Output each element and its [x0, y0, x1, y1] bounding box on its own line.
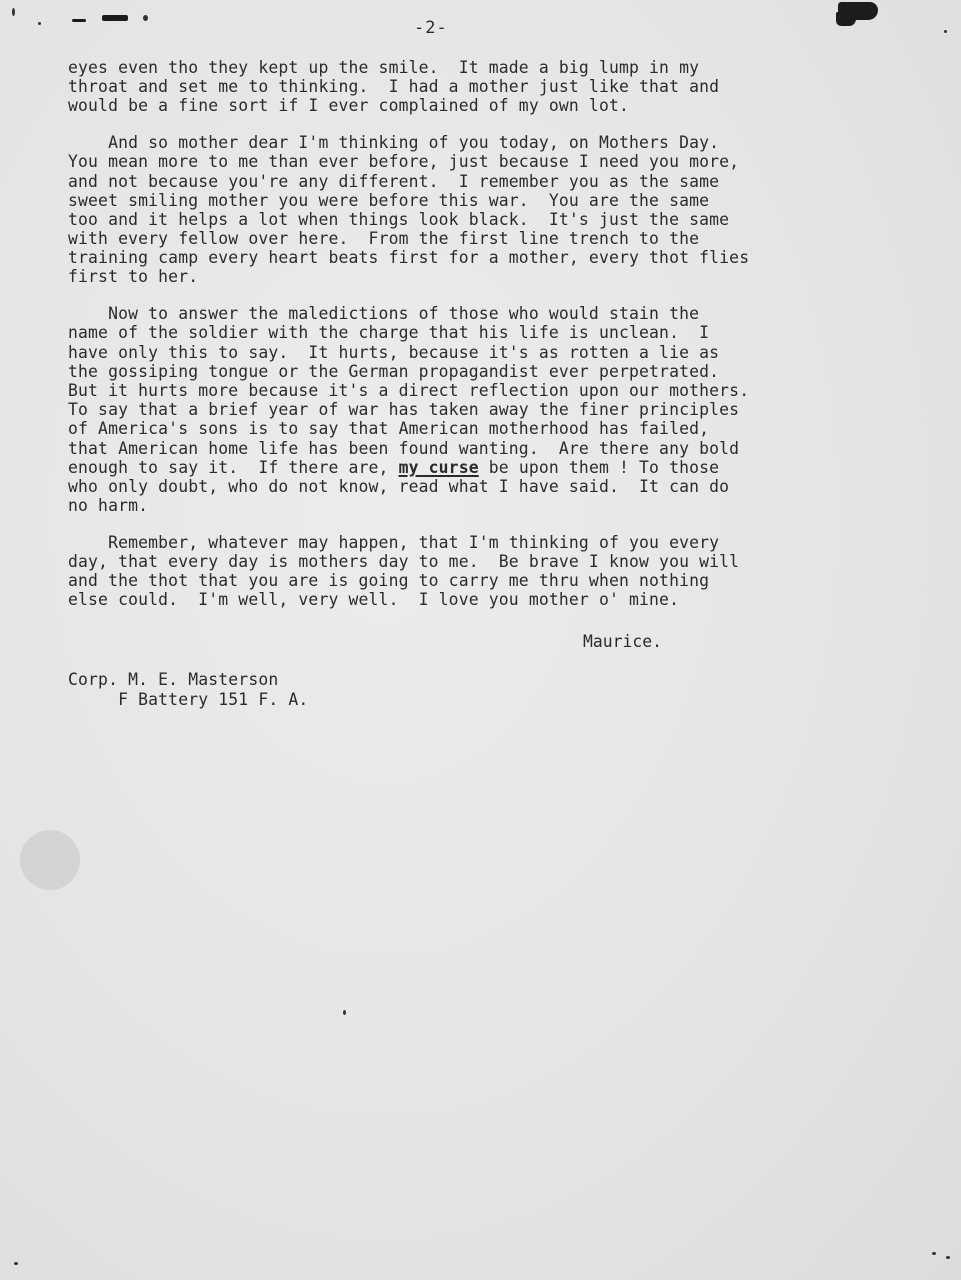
text-line: and the thot that you are is going to carry me thru when nothing — [68, 571, 710, 591]
text-line: with every fellow over here. From the first line trench to the — [68, 229, 700, 249]
paragraph-1 — [68, 58, 858, 116]
text-line: would be a fine sort if I ever complained of my own lot. — [68, 96, 630, 116]
text-line: sweet smiling mother you were before this war. You are the same — [68, 190, 710, 210]
ink-dot — [946, 1256, 950, 1259]
ink-dot — [343, 1010, 346, 1015]
paper-smudge — [20, 830, 80, 890]
signature: Maurice. — [583, 632, 662, 651]
text-line: who only doubt, who do not know, read what I have said. It can do — [68, 476, 730, 496]
curse-line-end: be upon them ! To those — [478, 457, 720, 477]
ink-dot — [38, 22, 41, 25]
text-line: no harm. — [68, 496, 149, 516]
ink-dot — [932, 1252, 936, 1255]
text-line: training camp every heart beats first for a mother, every thot flies — [68, 248, 750, 268]
ink-mark — [102, 15, 128, 21]
curse-line-start: enough to say it. If there are, — [68, 457, 399, 477]
sender-unit: F Battery 151 F. A. — [68, 689, 309, 709]
text-line: eyes even tho they kept up the smile. It made a big lump in my — [68, 58, 700, 77]
sender-name: Corp. M. E. Masterson — [68, 670, 279, 689]
ink-dot — [944, 30, 947, 33]
text-line: else could. I'm well, very well. I love you mother o' mine. — [68, 590, 680, 610]
ink-dot — [143, 15, 148, 21]
text-line: And so mother dear I'm thinking of you today, on Mothers Day. — [68, 133, 720, 153]
text-line: day, that every day is mothers day to me. Be brave I know you will — [68, 552, 740, 572]
text-line: that American home life has been found wanting. Are there any bold — [68, 438, 740, 458]
ink-dot — [14, 1262, 18, 1265]
text-line: You mean more to me than ever before, just because I need you more, — [68, 152, 740, 172]
text-line: the gossiping tongue or the German propagandist ever perpetrated. — [68, 361, 720, 381]
page-number: -2- — [414, 18, 448, 38]
text-line: have only this to say. It hurts, because it's as rotten a lie as — [68, 342, 720, 362]
underlined-emphasis: my curse — [398, 457, 479, 477]
paragraph-3 — [68, 304, 858, 515]
curse-line — [68, 458, 858, 477]
sender-block — [68, 670, 308, 709]
text-line: Remember, whatever may happen, that I'm thinking of you every — [68, 532, 720, 552]
paragraph-4 — [68, 533, 858, 610]
text-line: throat and set me to thinking. I had a mother just like that and — [68, 77, 720, 97]
ink-mark — [72, 19, 86, 22]
text-line: and not because you're any different. I remember you as the same — [68, 171, 720, 191]
ink-dot — [12, 8, 15, 16]
paragraph-2 — [68, 133, 858, 287]
text-line: To say that a brief year of war has taken away the finer principles — [68, 400, 740, 420]
text-line: Now to answer the maledictions of those who would stain the — [68, 304, 700, 324]
ink-blot — [836, 12, 856, 26]
text-line: too and it helps a lot when things look black. It's just the same — [68, 209, 730, 229]
text-line: first to her. — [68, 267, 199, 287]
text-line: of America's sons is to say that American motherhood has failed, — [68, 419, 710, 439]
text-line: But it hurts more because it's a direct reflection upon our mothers. — [68, 381, 750, 400]
letter-body — [68, 58, 858, 610]
text-line: name of the soldier with the charge that his life is unclean. I — [68, 323, 710, 343]
